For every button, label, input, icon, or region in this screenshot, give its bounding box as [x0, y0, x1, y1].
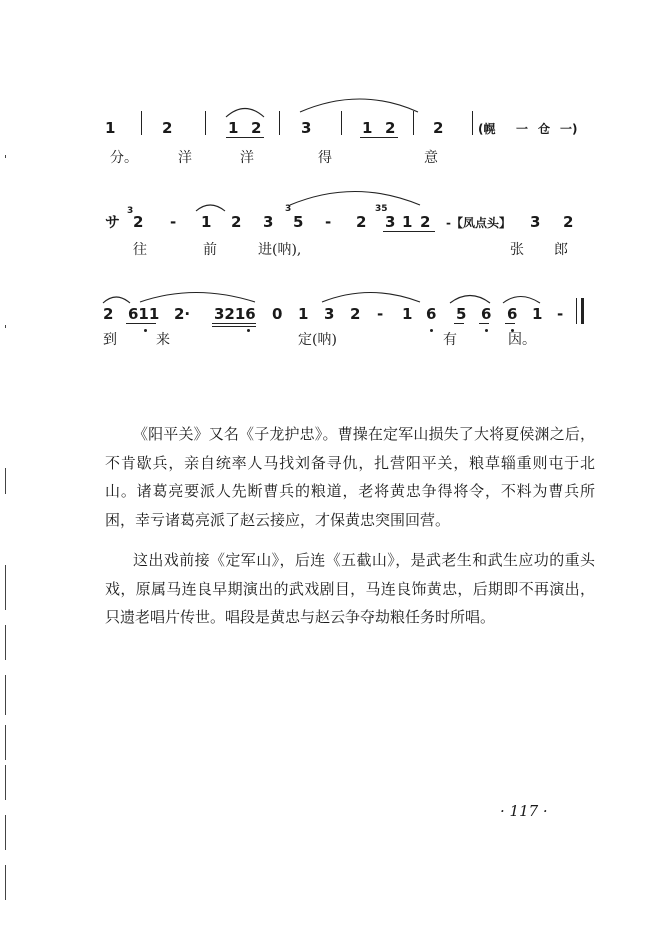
scan-edge-mark: [5, 725, 6, 760]
note: 3216: [214, 305, 256, 323]
octave-dot: [144, 329, 147, 332]
lyric: 洋: [240, 150, 254, 166]
scan-edge-mark: [5, 865, 6, 900]
lyric: 得: [318, 150, 332, 166]
scan-edge-mark: [5, 815, 6, 850]
slur: [103, 297, 130, 303]
barline: [279, 111, 280, 135]
barline: [341, 111, 342, 135]
barline: [472, 111, 473, 135]
note: 3: [263, 213, 274, 231]
slur: [140, 293, 255, 303]
note: 6: [426, 305, 437, 323]
lyric: 到: [103, 332, 117, 348]
barline: [141, 111, 142, 135]
banshi-mark: -【凤点头】: [446, 216, 511, 230]
note: 0: [272, 305, 283, 323]
underline: [226, 137, 264, 138]
note: 3: [324, 305, 335, 323]
slur: [196, 205, 225, 211]
note: 2: [420, 213, 431, 231]
slur: [300, 99, 418, 112]
note: 2·: [174, 305, 191, 323]
octave-dot: [430, 329, 433, 332]
note: 2: [133, 213, 144, 231]
lyric: 定(呐): [298, 332, 337, 348]
slur: [290, 192, 420, 206]
note: 5: [456, 305, 467, 323]
note: 6: [507, 305, 518, 323]
note: 6: [481, 305, 492, 323]
lyric: 来: [156, 332, 170, 348]
tempo-mark: サ: [105, 213, 121, 231]
note: 2: [103, 305, 114, 323]
note: 2: [433, 119, 444, 137]
scan-edge-mark: [5, 155, 6, 158]
note: -: [170, 213, 177, 231]
note: 1: [105, 119, 116, 137]
underline: [505, 323, 515, 324]
scan-edge-mark: [5, 765, 6, 800]
scan-edge-mark: [5, 675, 6, 715]
note: 1: [298, 305, 309, 323]
lyric: 洋: [178, 150, 192, 166]
underline: [212, 323, 256, 324]
lyric: 张: [510, 242, 524, 258]
note: 3: [530, 213, 541, 231]
percussion-mark: 一: [516, 122, 529, 136]
barline: [205, 111, 206, 135]
percussion-mark: 一): [560, 122, 578, 136]
lyric: 因。: [508, 332, 536, 348]
lyric: 分。: [110, 150, 138, 166]
scan-edge-mark: [5, 625, 6, 660]
note: 2: [350, 305, 361, 323]
grace-note: 3: [127, 206, 134, 216]
note: 2: [385, 119, 396, 137]
percussion-mark: 仓: [538, 122, 551, 136]
slur: [503, 297, 540, 304]
slur: [450, 296, 490, 304]
note: 2: [356, 213, 367, 231]
underline: [126, 323, 156, 324]
note: 3: [385, 213, 396, 231]
note: 1: [228, 119, 239, 137]
note: -: [325, 213, 332, 231]
lyric: 有: [443, 332, 457, 348]
lyric: 往: [133, 242, 147, 258]
slur: [226, 109, 264, 118]
lyric: 意: [424, 150, 438, 166]
underline: [479, 323, 489, 324]
octave-dot: [247, 329, 250, 332]
note: 2: [162, 119, 173, 137]
underline: [212, 326, 256, 327]
octave-dot: [485, 329, 488, 332]
note: 3: [301, 119, 312, 137]
slur: [322, 293, 420, 303]
grace-note: 35: [375, 204, 388, 214]
note: 2: [251, 119, 262, 137]
note: -: [557, 305, 564, 323]
note: 2: [231, 213, 242, 231]
underline: [383, 231, 435, 232]
body-paragraph: 《阳平关》又名《子龙护忠》。曹操在定军山损失了大将夏侯渊之后，不肯歇兵，亲自统率人马找刘备寻仇，扎营阳平关，粮草辎重则屯于北山。诸葛亮要派人先断曹兵的粮道，老将黄忠争得将令，不料为曹兵所困，幸亏诸葛亮派了赵云接应，才保黄忠突围回营。: [105, 425, 595, 529]
lyric: 进(呐),: [258, 242, 302, 258]
final-barline: [581, 298, 584, 324]
scan-edge-mark: [5, 565, 6, 610]
note: 1: [362, 119, 373, 137]
note: 1: [402, 213, 413, 231]
final-barline: [576, 298, 577, 324]
grace-note: 3: [285, 204, 292, 214]
note: 5: [293, 213, 304, 231]
note: -: [377, 305, 384, 323]
note: 611: [128, 305, 160, 323]
barline: [413, 111, 414, 135]
percussion-mark: (幌: [478, 122, 496, 136]
lyric: 郎: [554, 242, 568, 258]
note: 2: [563, 213, 574, 231]
note: 1: [201, 213, 212, 231]
note: 1: [532, 305, 543, 323]
lyric: 前: [203, 242, 217, 258]
underline: [360, 137, 398, 138]
page-number: · 117 ·: [500, 802, 548, 820]
underline: [454, 323, 464, 324]
note: 1: [402, 305, 413, 323]
scan-edge-mark: [5, 468, 6, 494]
scan-edge-mark: [5, 325, 6, 328]
body-paragraph: 这出戏前接《定军山》，后连《五截山》，是武老生和武生应功的重头戏，原属马连良早期演出的武戏剧目，马连良饰黄忠，后期即不再演出，只遗老唱片传世。唱段是黄忠与赵云争夺劫粮任务时所唱。: [105, 551, 595, 627]
